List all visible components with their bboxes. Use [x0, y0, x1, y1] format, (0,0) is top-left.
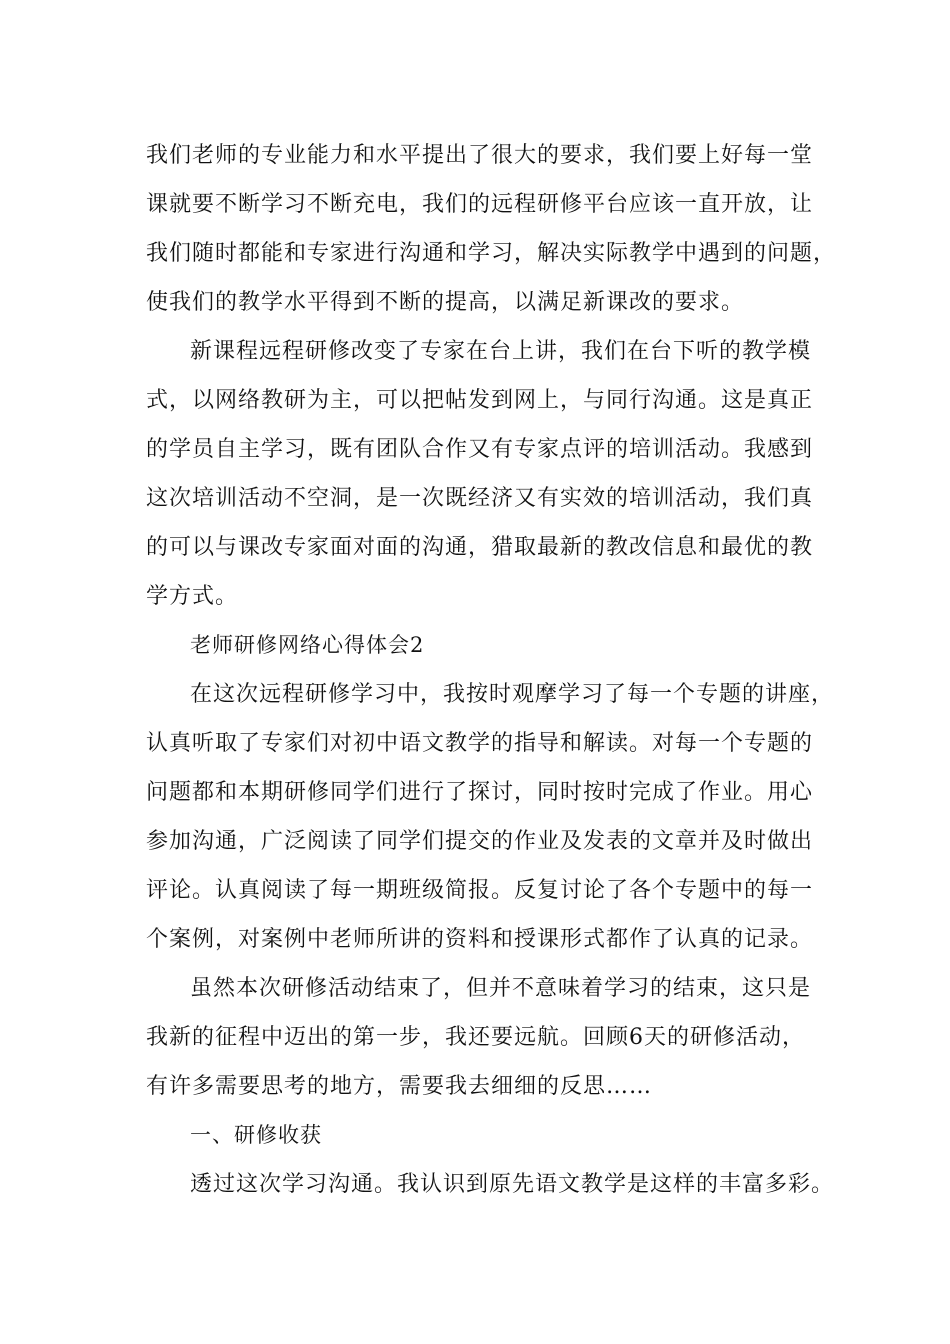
- text-line: 式，以网络教研为主，可以把帖发到网上，与同行沟通。这是真正: [146, 388, 814, 413]
- text-line: 使我们的教学水平得到不断的提高，以满足新课改的要求。: [146, 290, 745, 315]
- document-body: [146, 131, 836, 1209]
- text-line: 我们随时都能和专家进行沟通和学习，解决实际教学中遇到的问题，: [146, 241, 837, 266]
- text-line: 问题都和本期研修同学们进行了探讨，同时按时完成了作业。用心: [146, 780, 814, 805]
- text-line: 课就要不断学习不断充电，我们的远程研修平台应该一直开放，让: [146, 192, 814, 217]
- text-line: 透过这次学习沟通。我认识到原先语文教学是这样的丰富多彩。: [190, 1172, 835, 1197]
- text-line: 个案例，对案例中老师所讲的资料和授课形式都作了认真的记录。: [146, 927, 814, 952]
- paragraph-2: [146, 327, 836, 621]
- text-line: 有许多需要思考的地方，需要我去细细的反思……: [146, 1074, 653, 1099]
- text-line: 的学员自主学习，既有团队合作又有专家点评的培训活动。我感到: [146, 437, 814, 462]
- text-line: 虽然本次研修活动结束了，但并不意味着学习的结束，这只是: [190, 976, 812, 1001]
- text-line: 的可以与课改专家面对面的沟通，猎取最新的教改信息和最优的教: [146, 535, 814, 560]
- heading-text: 一、研修收获: [190, 1123, 322, 1147]
- text-line: 我们老师的专业能力和水平提出了很大的要求，我们要上好每一堂: [146, 143, 814, 168]
- text-line: 在这次远程研修学习中，我按时观摩学习了每一个专题的讲座，: [190, 682, 835, 707]
- paragraph-1: [146, 131, 836, 327]
- text-line: 这次培训活动不空洞，是一次既经济又有实效的培训活动，我们真: [146, 486, 814, 511]
- text-line: 参加沟通，广泛阅读了同学们提交的作业及发表的文章并及时做出: [146, 829, 814, 854]
- text-line: 评论。认真阅读了每一期班级简报。反复讨论了各个专题中的每一: [146, 878, 814, 903]
- section-heading-experience-2: [146, 621, 836, 670]
- text-line: 学方式。: [146, 584, 239, 609]
- text-line: 我新的征程中迈出的第一步，我还要远航。回顾6天的研修活动，: [146, 1025, 805, 1050]
- paragraph-5: [146, 1160, 836, 1209]
- paragraph-3: [146, 670, 836, 964]
- text-line: 新课程远程研修改变了专家在台上讲，我们在台下听的教学模: [190, 339, 812, 364]
- heading-text: 老师研修网络心得体会2: [190, 633, 425, 657]
- paragraph-4: [146, 964, 836, 1111]
- section-heading-gains: [146, 1111, 836, 1160]
- text-line: 认真听取了专家们对初中语文教学的指导和解读。对每一个专题的: [146, 731, 814, 756]
